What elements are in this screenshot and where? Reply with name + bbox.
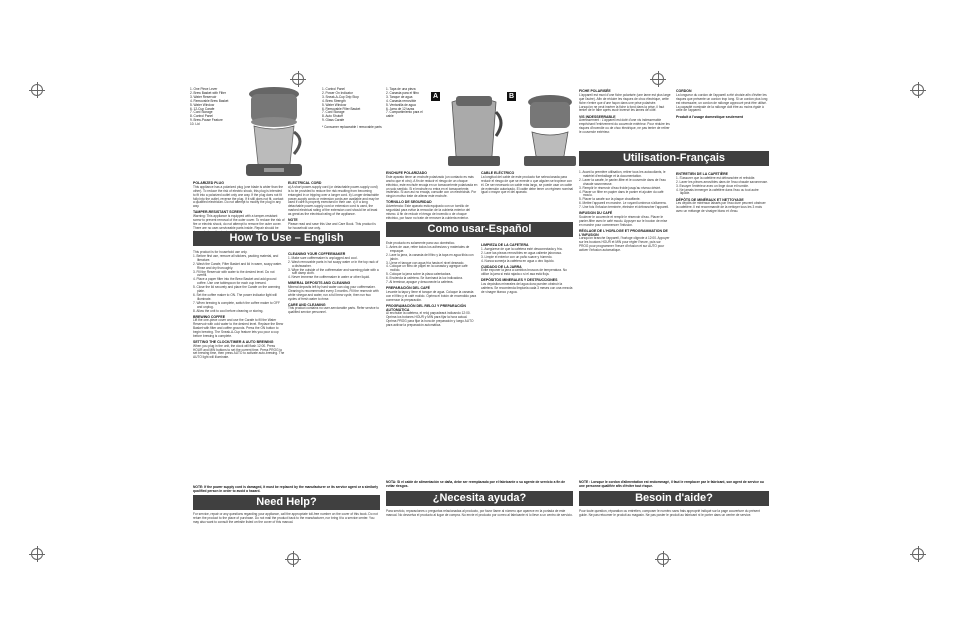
besoin-text: Pour toute question, réparation ou entretien, composer le numéro sans frais approprié indiqué sur la page couverture du présent guide. Ne pas retourner le produit au magasin. Ne pas poster le produit au fabricant ni le porter dans un centre de service. — [579, 509, 760, 517]
howto-step: 7. When brewing is complete, switch the coffee maker to OFF and unplug. — [193, 300, 280, 309]
registration-mark-bottom-center-right — [657, 553, 669, 565]
needhelp-text: For service, repair or any questions regarding your appliance, call the appropriate toll-free number on the cover of this book. Do not return the product to the place of purchase. Do not mail the product back to the manufacturer, nor bring it to a service center. You may also want to consult the website listed on the cover of this manual. — [193, 512, 378, 524]
spanish-upper-left-text — [386, 170, 478, 221]
registration-mark-bottom-left — [31, 548, 43, 560]
polarized-title: POLARIZED PLUG — [193, 181, 224, 186]
cable-text: La longitud del cable de este producto fue seleccionada para reducir el riesgo de que se enrede o que alguien se tropiece con él. De ser necesario un cable más largo, se puede usar un cable de extensión autorizado. El cable debe tener un régimen nominal igual o mayor que el del aparato. — [481, 174, 573, 195]
comousar-step: 1. Antes de usar, retire todos los adhesivos y materiales de empaque. — [386, 244, 470, 253]
part-item: 7. Cord Storage — [322, 110, 345, 115]
part-item: 6. Removable Filter Basket — [322, 106, 361, 111]
howto-step: 8. Allow the unit to cool before cleaning or storing. — [193, 308, 264, 313]
part-item: 4. Canasta removible — [386, 98, 417, 103]
limpieza-step: 1. Asegúrese de que la cafetera esté desconectada y fría. — [481, 246, 563, 251]
registration-mark-bottom-center — [287, 553, 299, 565]
plastic-text: Please read and save this Use and Care Book. This product is for household use only. — [288, 221, 376, 230]
spanish-howto-right — [481, 242, 573, 295]
howto-step: 4. Place a paper filter into the Brew Basket and add ground coffee. Use one tablespoon for each cup brewed. — [193, 277, 277, 286]
part-item: 3. Sneak-A-Cup Drip Stop — [322, 94, 359, 99]
part-item: 6. 12-Cup Carafe — [190, 106, 215, 111]
infusion-title: INFUSION DU CAFÉ — [579, 211, 613, 216]
comousar-step: 6. Encienda la cafetera. Se iluminará la luz indicadora. — [386, 276, 463, 281]
part-item: 9. Glass Carafe — [322, 118, 345, 123]
besoin-banner: Besoin d'aide? — [579, 491, 769, 506]
mineral-title: MINERAL DEPOSITS AND CLEANING — [288, 281, 351, 286]
tornillo-text: Advertencia: Este aparato está equipado con un tornillo de seguridad para evitar la remoción de la cubierta exterior del mismo. A fin de reducir el riesgo de incendio o de choque eléctrico, por favor no trate de remover la cubierta exterior. — [386, 204, 470, 220]
part-item: 8. Auto Shutoff — [322, 114, 343, 119]
comousar-intro: Este producto es solamente para uso doméstico. — [386, 241, 456, 245]
cleaning-title: CLEANING YOUR COFFEEMAKER — [288, 252, 346, 257]
cord-text: a) A short power-supply cord (or detachable power-supply cord) is to be provided to reduce the risk resulting from becoming entangled in or tripping over a longer cord. b) Longer detachable power-supply cords or extension cords are available and may be used if care is properly exercised in their use. c) If a long detachable power-supply cord or extension cord is used, the marked electrical rating of the extension cord should be at least as great as the electrical rating of the appliance. — [288, 184, 380, 217]
french-note-bottom: NOTE : Lorsque le cordon d'alimentation est endommagé, il faut le remplacer par le fabricant, son agent de service ou une personne qualifiée afin d'éviter tout risque. — [579, 480, 764, 488]
utilisation-step: 4. Placer un filtre en papier dans le panier et ajouter du café moulu. — [579, 189, 664, 198]
carafe-illustration-a — [442, 92, 506, 168]
entretien-step: 4. Ne jamais immerger la cafetière dans l'eau ou tout autre liquide. — [676, 187, 759, 196]
vis-text: Avertissement : L'appareil est doté d'une vis indesserrable empêchant l'enlèvement du couvercle extérieur. Pour réduire les risques d'incendie ou de choc électrique, ne pas tenter de retirer le couvercle extérieur. — [579, 118, 670, 134]
cable-title: CABLE ELÉCTRICO — [481, 171, 515, 176]
howto-banner: How To Use – English — [193, 231, 380, 246]
registration-mark-top-left — [31, 84, 43, 96]
utilisation-step: 7. Une fois l'infusion terminée, éteindre et débrancher l'appareil. — [579, 205, 669, 210]
besoin-text-block — [579, 510, 769, 518]
depots-text: Les dépôts de minéraux laissés par l'eau dure peuvent obstruer la cafetière. Il est recommandé de la nettoyer tous les 3 mois avec un mélange de vinaigre blanc et d'eau. — [676, 201, 766, 213]
parts-list-right — [322, 88, 382, 130]
utilisation-step: 6. Mettre l'appareil en marche. Le voyant lumineux s'allumera. — [579, 201, 667, 206]
cordon-text: La longueur du cordon de l'appareil a été choisie afin d'éviter les risques que présente un cordon trop long. Si un cordon plus long est nécessaire, un cordon de rallonge approuvé peut être utilisé. La capacité nominale de la rallonge doit être au moins égale à celle de l'appareil. — [676, 92, 768, 113]
part-item: 10. Lid — [190, 122, 200, 127]
part-item: 5. Ventanilla de agua — [386, 102, 416, 107]
comousar-step: 4. Coloque un filtro de papel en la canasta y agregue café molido. — [386, 264, 468, 273]
necesita-text: Para servicio, reparaciones o preguntas relacionadas al producto, por favor llame al número que aparece en la portada de este manual. No devuelva el producto al lugar de compra. No envíe el producto por correo al fabricante ni lo lleve a un centro de servicio. — [386, 509, 573, 517]
minerales-title: DEPÓSITOS MINERALES Y DESTRUCCIONES — [481, 278, 558, 283]
cleaning-step: 2. Wash removable parts in hot soapy water or in the top rack of a dishwasher. — [288, 259, 379, 268]
reloj-title: PROGRAMACIÓN DEL RELOJ Y PREPARACIÓN AUTOMÁTICA — [386, 303, 466, 312]
spanish-howto-left — [386, 242, 478, 328]
tamper-title: TAMPER-RESISTANT SCREW — [193, 210, 243, 215]
part-item: 7. Cord Storage — [190, 110, 213, 115]
registration-mark-top-right — [912, 84, 924, 96]
care-text: This product contains no user-serviceable parts. Refer service to qualified service personnel. — [288, 306, 380, 315]
french-howto-left — [579, 171, 671, 253]
comousar-step: 3. Llene el tanque con agua fría hasta el nivel deseado. — [386, 260, 465, 265]
plastic-title: NOTE — [288, 218, 298, 223]
comousar-step: 7. Al terminar, apague y desconecte la cafetera. — [386, 280, 454, 285]
part-item: 9. Brew-Pause Feature — [190, 118, 223, 123]
polarizado-text: Este aparato tiene un enchufe polarizado (un contacto es más ancho que el otro). A fin de reducir el riesgo de un choque eléctrico, este enchufe encaja en un tomacorriente polarizada en un solo sentido. Si el enchufe no entra en el tomacorriente, inviértalo. Si aun así no encaja, consulte con un electricista. Por ningún motivo trate de alterar este enchufe. — [386, 174, 478, 199]
legend-note: * Consumer replaceable / removable parts — [322, 125, 382, 130]
utilisation-banner: Utilisation-Français — [579, 151, 769, 166]
french-upper-left-text — [579, 88, 671, 135]
utilisation-step: 2. Laver la carafe, le panier-filtre et le couvercle dans de l'eau chaude savonneuse. — [579, 177, 666, 186]
reglage-text: Lorsqu'on branche l'appareil, l'horloge clignote à 12:00. Appuyer sur les boutons HOUR et MIN pour régler l'heure, puis sur PROG pour programmer l'heure d'infusion et sur AUTO pour activer l'infusion automatique. — [579, 236, 670, 253]
polarizado-title: ENCHUFE POLARIZADO — [386, 171, 428, 176]
preparacion-title: PREPARACIÓN DEL CAFÉ — [386, 286, 431, 291]
part-item: 1. Tapa de una pieza — [386, 87, 416, 91]
howto-step: 1. Before first use, remove all stickers, packing material, and literature. — [193, 253, 279, 262]
limpieza-step: 3. Limpie el exterior con un paño suave y húmedo. — [481, 254, 553, 259]
registration-mark-bottom-right — [912, 548, 924, 560]
depots-title: DÉPÔTS DE MINÉRAUX ET NETTOYAGE — [676, 197, 744, 202]
spanish-upper-right-text — [481, 170, 573, 195]
setclock-title: SETTING THE CLOCK/TIMER & AUTO BREWING — [193, 340, 274, 344]
cleaning-step: 1. Make sure coffeemaker is unplugged and cool. — [288, 255, 358, 260]
figure-label-b: B — [508, 93, 515, 100]
utilisation-step: 1. Avant la première utilisation, retirer tous les autocollants, le matériel d'emballage et la documentation. — [579, 170, 666, 178]
brewing-text: Lift the one-piece cover and use the Carafe to fill the Water Reservoir with cold water to the desired level. Replace the Brew Basket with filter and coffee grounds. Press the ON button to begin brewing. The Sneak-A-Cup feature lets you pour a cup before brewing is complete. — [193, 318, 284, 338]
tornillo-title: TORNILLO DE SEGURIDAD — [386, 200, 432, 205]
part-item: 7. Compartimiento para el cable — [386, 110, 423, 119]
registration-mark-top-center-right — [652, 73, 664, 85]
part-item: 2. Brew Basket with Filter — [190, 90, 226, 95]
french-howto-right — [676, 171, 768, 214]
entretien-step: 2. Laver les pièces amovibles dans de l'eau chaude savonneuse. — [676, 179, 768, 184]
reglage-title: RÉGLAGE DE L'HORLOGE ET PROGRAMMATION DE L'INFUSION — [579, 228, 668, 237]
english-howto-right — [288, 251, 380, 315]
fiche-title: FICHE POLARISÉE — [579, 89, 611, 94]
brewing-title: BREWING COFFEE — [193, 314, 226, 319]
entretien-title: ENTRETIEN DE LA CAFETIÈRE — [676, 172, 728, 177]
produit-title: Produit à l'usage domestique seulement — [676, 114, 743, 119]
utilisation-step: 3. Remplir le réservoir d'eau froide jusqu'au niveau désiré. — [579, 185, 662, 190]
cleaning-step: 4. Never immerse the coffeemaker in water or other liquid. — [288, 275, 370, 280]
parts-list-left — [190, 88, 230, 127]
part-item: 1. Control Panel — [322, 87, 345, 91]
cordon-title: CORDON — [676, 89, 692, 94]
cuidado-text: Evite exponer la jarra a cambios bruscos de temperatura. No utilice la jarra si está rajada o si el asa está floja. — [481, 268, 567, 277]
infusion-text: Soulever le couvercle et remplir le réservoir d'eau. Placer le panier-filtre avec le café moulu. Appuyer sur le bouton de mise en marche pour commencer l'infusion. — [579, 214, 668, 227]
minerales-text: Los depósitos minerales del agua dura pueden obstruir la cafetera. Se recomienda limpiarla cada 3 meses con una mezcla de vinagre blanco y agua. — [481, 281, 573, 294]
part-item: 4. Removable Brew Basket — [190, 98, 229, 103]
preparacion-text: Levante la tapa y llene el tanque de agua. Coloque la canasta con el filtro y el café molido. Oprima el botón de encendido para comenzar la preparación. — [386, 289, 477, 302]
mineral-text: Mineral deposits left by hard water can clog your coffeemaker. Cleaning is recommended every 3 months. Fill the reservoir with white vinegar and water, run a full brew cycle, then run two cycles of fresh water to rinse. — [288, 285, 379, 301]
part-item: 3. Water Reservoir — [190, 94, 217, 99]
needhelp-banner: Need Help? — [193, 495, 380, 510]
vis-title: VIS INDESSERRABLE — [579, 114, 616, 119]
entretien-step: 1. S'assurer que la cafetière est débranchée et refroidie. — [676, 175, 756, 180]
figure-label-a: A — [432, 93, 439, 100]
reloj-text: Al enchufar la cafetera, el reloj parpadeará indicando 12:00. Oprima los botones HOUR y MIN para fijar la hora actual. Oprima PROG para fijar la hora de preparación y luego AUTO para activar la preparación automática. — [386, 311, 474, 327]
english-upper-left-text — [193, 180, 285, 235]
english-note-bottom: NOTE: If the power supply cord is damaged, it must be replaced by the manufacturer or its service agent or a similarly qualified person in order to avoid a hazard. — [193, 485, 379, 493]
comousar-banner: Como usar-Español — [386, 222, 573, 237]
cuidado-title: CUIDADO DE LA JARRA — [481, 264, 522, 269]
part-item: 5. Water Window — [322, 102, 347, 107]
howto-step: 2. Wash the Carafe, Filter Basket and lid in warm, soapy water. Rinse and dry thoroughly. — [193, 261, 282, 270]
howto-step: 3. Fill the Reservoir with water to the desired level. Do not overfill. — [193, 269, 275, 278]
coffeemaker-illustration — [234, 84, 316, 180]
fiche-text: L'appareil est muni d'une fiche polarisée (une lame est plus large que l'autre). Afin de réduire les risques de choc électrique, cette fiche n'entre que d'une façon dans une prise polarisée. Lorsqu'on ne peut insérer la fiche à fond dans la prise, il faut tenter de le faire après avoir inversé les lames de côté. — [579, 92, 671, 113]
part-item: 6. Jarra de 12 tazas — [386, 106, 415, 111]
part-item: 8. Control Panel — [190, 114, 213, 119]
cord-title: ELECTRICAL CORD — [288, 181, 322, 186]
cleaning-step: 3. Wipe the outside of the coffeemaker and warming plate with a soft damp cloth. — [288, 267, 379, 276]
part-item: 2. Canasta para el filtro — [386, 90, 419, 95]
comousar-step: 5. Coloque la jarra sobre la placa calentadora. — [386, 272, 452, 277]
spanish-note-bottom: NOTA: Si el cable de alimentación se daña, debe ser reemplazado por el fabricante o su agente de servicio a fin de evitar riesgos. — [386, 480, 566, 488]
polarized-text: This appliance has a polarized plug (one blade is wider than the other). To reduce the risk of electric shock, this plug is intended to fit into a polarized outlet only one way. If the plug does not fit fully into the outlet, reverse the plug. If it still does not fit, contact a qualified electrician. Do not attempt to modify the plug in any way. — [193, 184, 284, 209]
part-item: 4. Brew Strength — [322, 98, 346, 103]
coffeemaker-illustration-b — [518, 92, 582, 168]
english-howto-left — [193, 251, 285, 360]
howto-intro: This product is for household use only. — [193, 250, 248, 254]
tamper-text: Warning: This appliance is equipped with a tamper-resistant screw to prevent removal of the outer cover. To reduce the risk of fire or electric shock, do not attempt to remove the outer cover. There are no user-serviceable parts inside. Repair should be — [193, 214, 285, 230]
french-upper-right-text — [676, 88, 768, 119]
part-item: 3. Tanque de agua — [386, 94, 413, 99]
howto-step: 6. Set the coffee maker to ON. The power indicator light will illuminate. — [193, 292, 277, 301]
limpieza-step: 2. Lave las piezas removibles en agua caliente jabonosa. — [481, 250, 562, 255]
part-item: 1. One Piece Lever — [190, 87, 218, 91]
spanish-parts-list — [386, 88, 426, 119]
comousar-step: 2. Lave la jarra, la canasta del filtro y la tapa en agua tibia con jabón. — [386, 252, 474, 261]
setclock-text: When you plug in the unit, the clock will flash 12:00. Press HOUR and MIN buttons to set the current time. Press PROG to set brewing time, then press AUTO to activate auto-brewing. The AUTO light will illuminate. — [193, 343, 285, 360]
care-title: CARE AND CLEANING — [288, 302, 326, 307]
limpieza-title: LIMPIEZA DE LA CAFETERA — [481, 243, 529, 248]
needhelp-text-block — [193, 513, 380, 525]
english-upper-right-text — [288, 180, 380, 231]
entretien-step: 3. Essuyer l'extérieur avec un linge doux et humide. — [676, 183, 749, 188]
part-item: 2. Power On Indicator — [322, 90, 353, 95]
limpieza-step: 4. Nunca sumerja la cafetera en agua u otro líquido. — [481, 258, 555, 263]
necesita-banner: ¿Necesita ayuda? — [386, 491, 573, 506]
part-item: 5. Water Window — [190, 102, 215, 107]
utilisation-step: 5. Placer la carafe sur la plaque chauffante. — [579, 197, 641, 202]
howto-step: 5. Close the lid securely and place the Carafe on the warming plate. — [193, 285, 280, 294]
necesita-text-block — [386, 510, 573, 518]
